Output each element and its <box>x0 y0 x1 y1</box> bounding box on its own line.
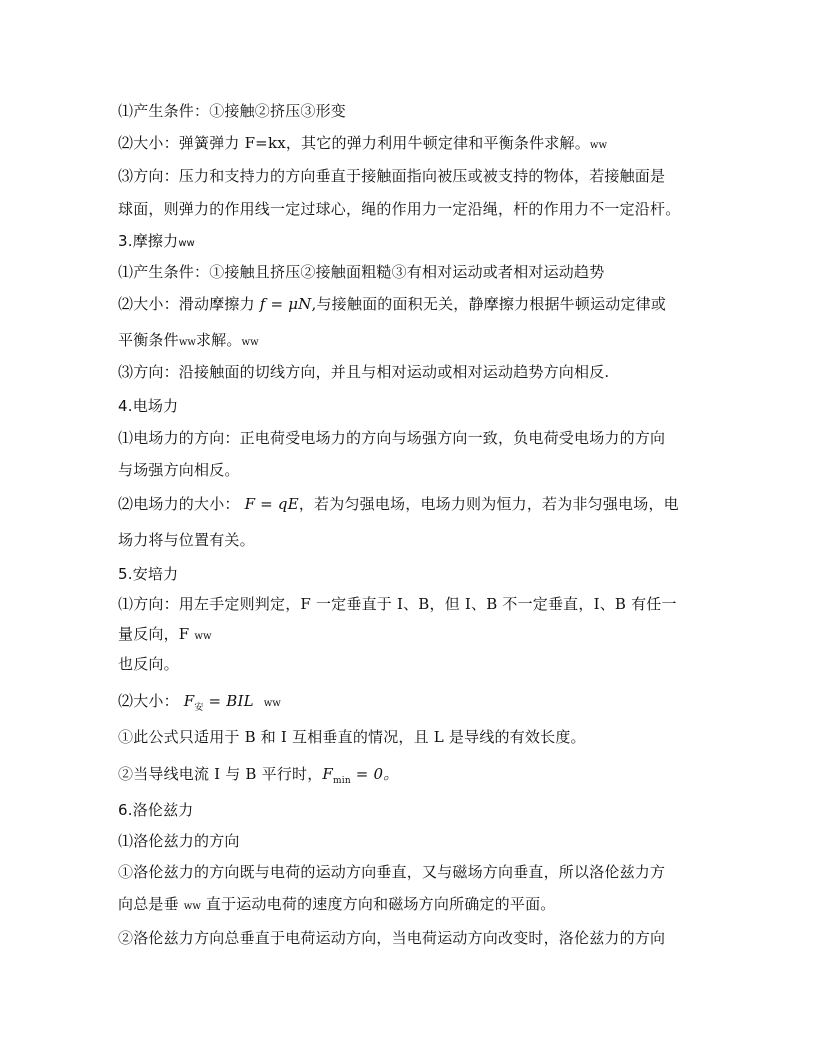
watermark-text: ww <box>263 698 281 709</box>
text-line <box>118 530 703 550</box>
ampere-formula <box>183 692 254 713</box>
line-text: 直于运动电荷的速度方向和磁场方向所确定的平面。 <box>205 895 556 913</box>
text-line <box>118 727 703 747</box>
text-line <box>118 764 703 791</box>
line-text: ⑴产生条件：①接触②挤压③形变 <box>118 102 347 120</box>
line-text: ⑵大小：弹簧弹力 F=kx，其它的弹力利用牛顿定律和平衡条件求解。 <box>118 134 590 152</box>
line-text: ②当导线电流 I 与 B 平行时， <box>118 765 323 783</box>
line-text: 求解。 <box>195 331 242 349</box>
heading-text: 5.安培力 <box>118 565 179 583</box>
section-heading <box>118 564 703 584</box>
line-text: ⑵大小： <box>118 692 179 710</box>
line-text: ⑶方向：压力和支持力的方向垂直于接触面指向被压或被支持的物体，若接触面是 <box>118 167 666 185</box>
text-line <box>118 199 703 219</box>
text-line <box>118 691 703 718</box>
text-line <box>118 460 703 480</box>
line-text: 场力将与位置有关。 <box>118 531 255 549</box>
line-text: ，若为匀强电场，电场力则为恒力，若为非匀强电场，电 <box>298 495 679 513</box>
text-line <box>118 166 703 186</box>
section-heading <box>118 231 703 254</box>
line-text: ⑶方向：沿接触面的切线方向，并且与相对运动或相对运动趋势方向相反. <box>118 363 610 381</box>
text-line <box>118 862 703 882</box>
line-text: ⑴方向：用左手定则判定，F 一定垂直于 I、B，但 I、B 不一定垂直，I、B 有任一 <box>118 595 677 613</box>
fmin-formula <box>322 765 399 786</box>
heading-text: 6.洛伦兹力 <box>118 801 194 819</box>
watermark-text: ww <box>241 337 259 348</box>
line-text: 量反向，F <box>118 625 190 643</box>
watermark-text: ww <box>589 140 608 151</box>
text-line <box>118 928 703 948</box>
text-line <box>118 262 703 282</box>
line-text: ②洛伦兹力方向总垂直于电荷运动方向，当电荷运动方向改变时，洛伦兹力的方向 <box>118 929 666 947</box>
line-text: 球面，则弹力的作用线一定过球心，绳的作用力一定沿绳，杆的作用力不一定沿杆。 <box>118 200 681 218</box>
text-line <box>118 362 703 382</box>
line-text: ⑴电场力的方向：正电荷受电场力的方向与场强方向一致，负电荷受电场力的方向 <box>118 429 666 447</box>
text-line <box>118 330 703 353</box>
text-line <box>118 133 703 156</box>
section-heading <box>118 800 703 820</box>
formula-part: = 0。 <box>350 765 399 783</box>
friction-formula: f = μN <box>259 295 312 313</box>
formula-subscript: 安 <box>194 703 204 713</box>
text-line <box>118 494 703 514</box>
line-text: 也反向。 <box>118 655 179 673</box>
line-text: ⑵电场力的大小： <box>118 495 240 513</box>
line-text: ⑵大小：滑动摩擦力 <box>118 295 255 313</box>
formula-part: F <box>183 692 195 710</box>
section-heading <box>118 396 703 416</box>
line-text: ,与接触面的面积无关，静摩擦力根据牛顿运动定律或 <box>311 295 667 313</box>
watermark-text: ww <box>194 631 212 642</box>
heading-text: 3.摩擦力 <box>118 232 179 250</box>
line-text: 与场强方向相反。 <box>118 461 240 479</box>
line-text: ⑴洛伦兹力的方向 <box>118 832 240 850</box>
text-line <box>118 294 703 314</box>
watermark-text: ww <box>178 238 195 249</box>
formula-part: F <box>322 765 334 783</box>
line-text: 平衡条件 <box>118 331 179 349</box>
text-line <box>118 594 703 614</box>
line-text: ①洛伦兹力的方向既与电荷的运动方向垂直，又与磁场方向垂直，所以洛伦兹力方 <box>118 863 666 881</box>
text-line <box>118 624 703 647</box>
watermark-text: ww <box>183 901 201 912</box>
formula-part: = BIL <box>203 692 254 710</box>
text-line <box>118 101 703 121</box>
line-text: 向总是垂 <box>118 895 179 913</box>
formula-subscript: min <box>333 776 351 786</box>
text-line <box>118 654 703 674</box>
heading-text: 4.电场力 <box>118 397 179 415</box>
line-text: ⑴产生条件：①接触且挤压②接触面粗糙③有相对运动或者相对运动趋势 <box>118 263 605 281</box>
line-text: ①此公式只适用于 B 和 I 互相垂直的情况，且 L 是导线的有效长度。 <box>118 728 586 746</box>
watermark-text: ww <box>178 337 196 348</box>
text-line <box>118 831 703 851</box>
text-line <box>118 894 703 917</box>
electric-formula: F = qE <box>244 495 299 513</box>
text-line <box>118 428 703 448</box>
